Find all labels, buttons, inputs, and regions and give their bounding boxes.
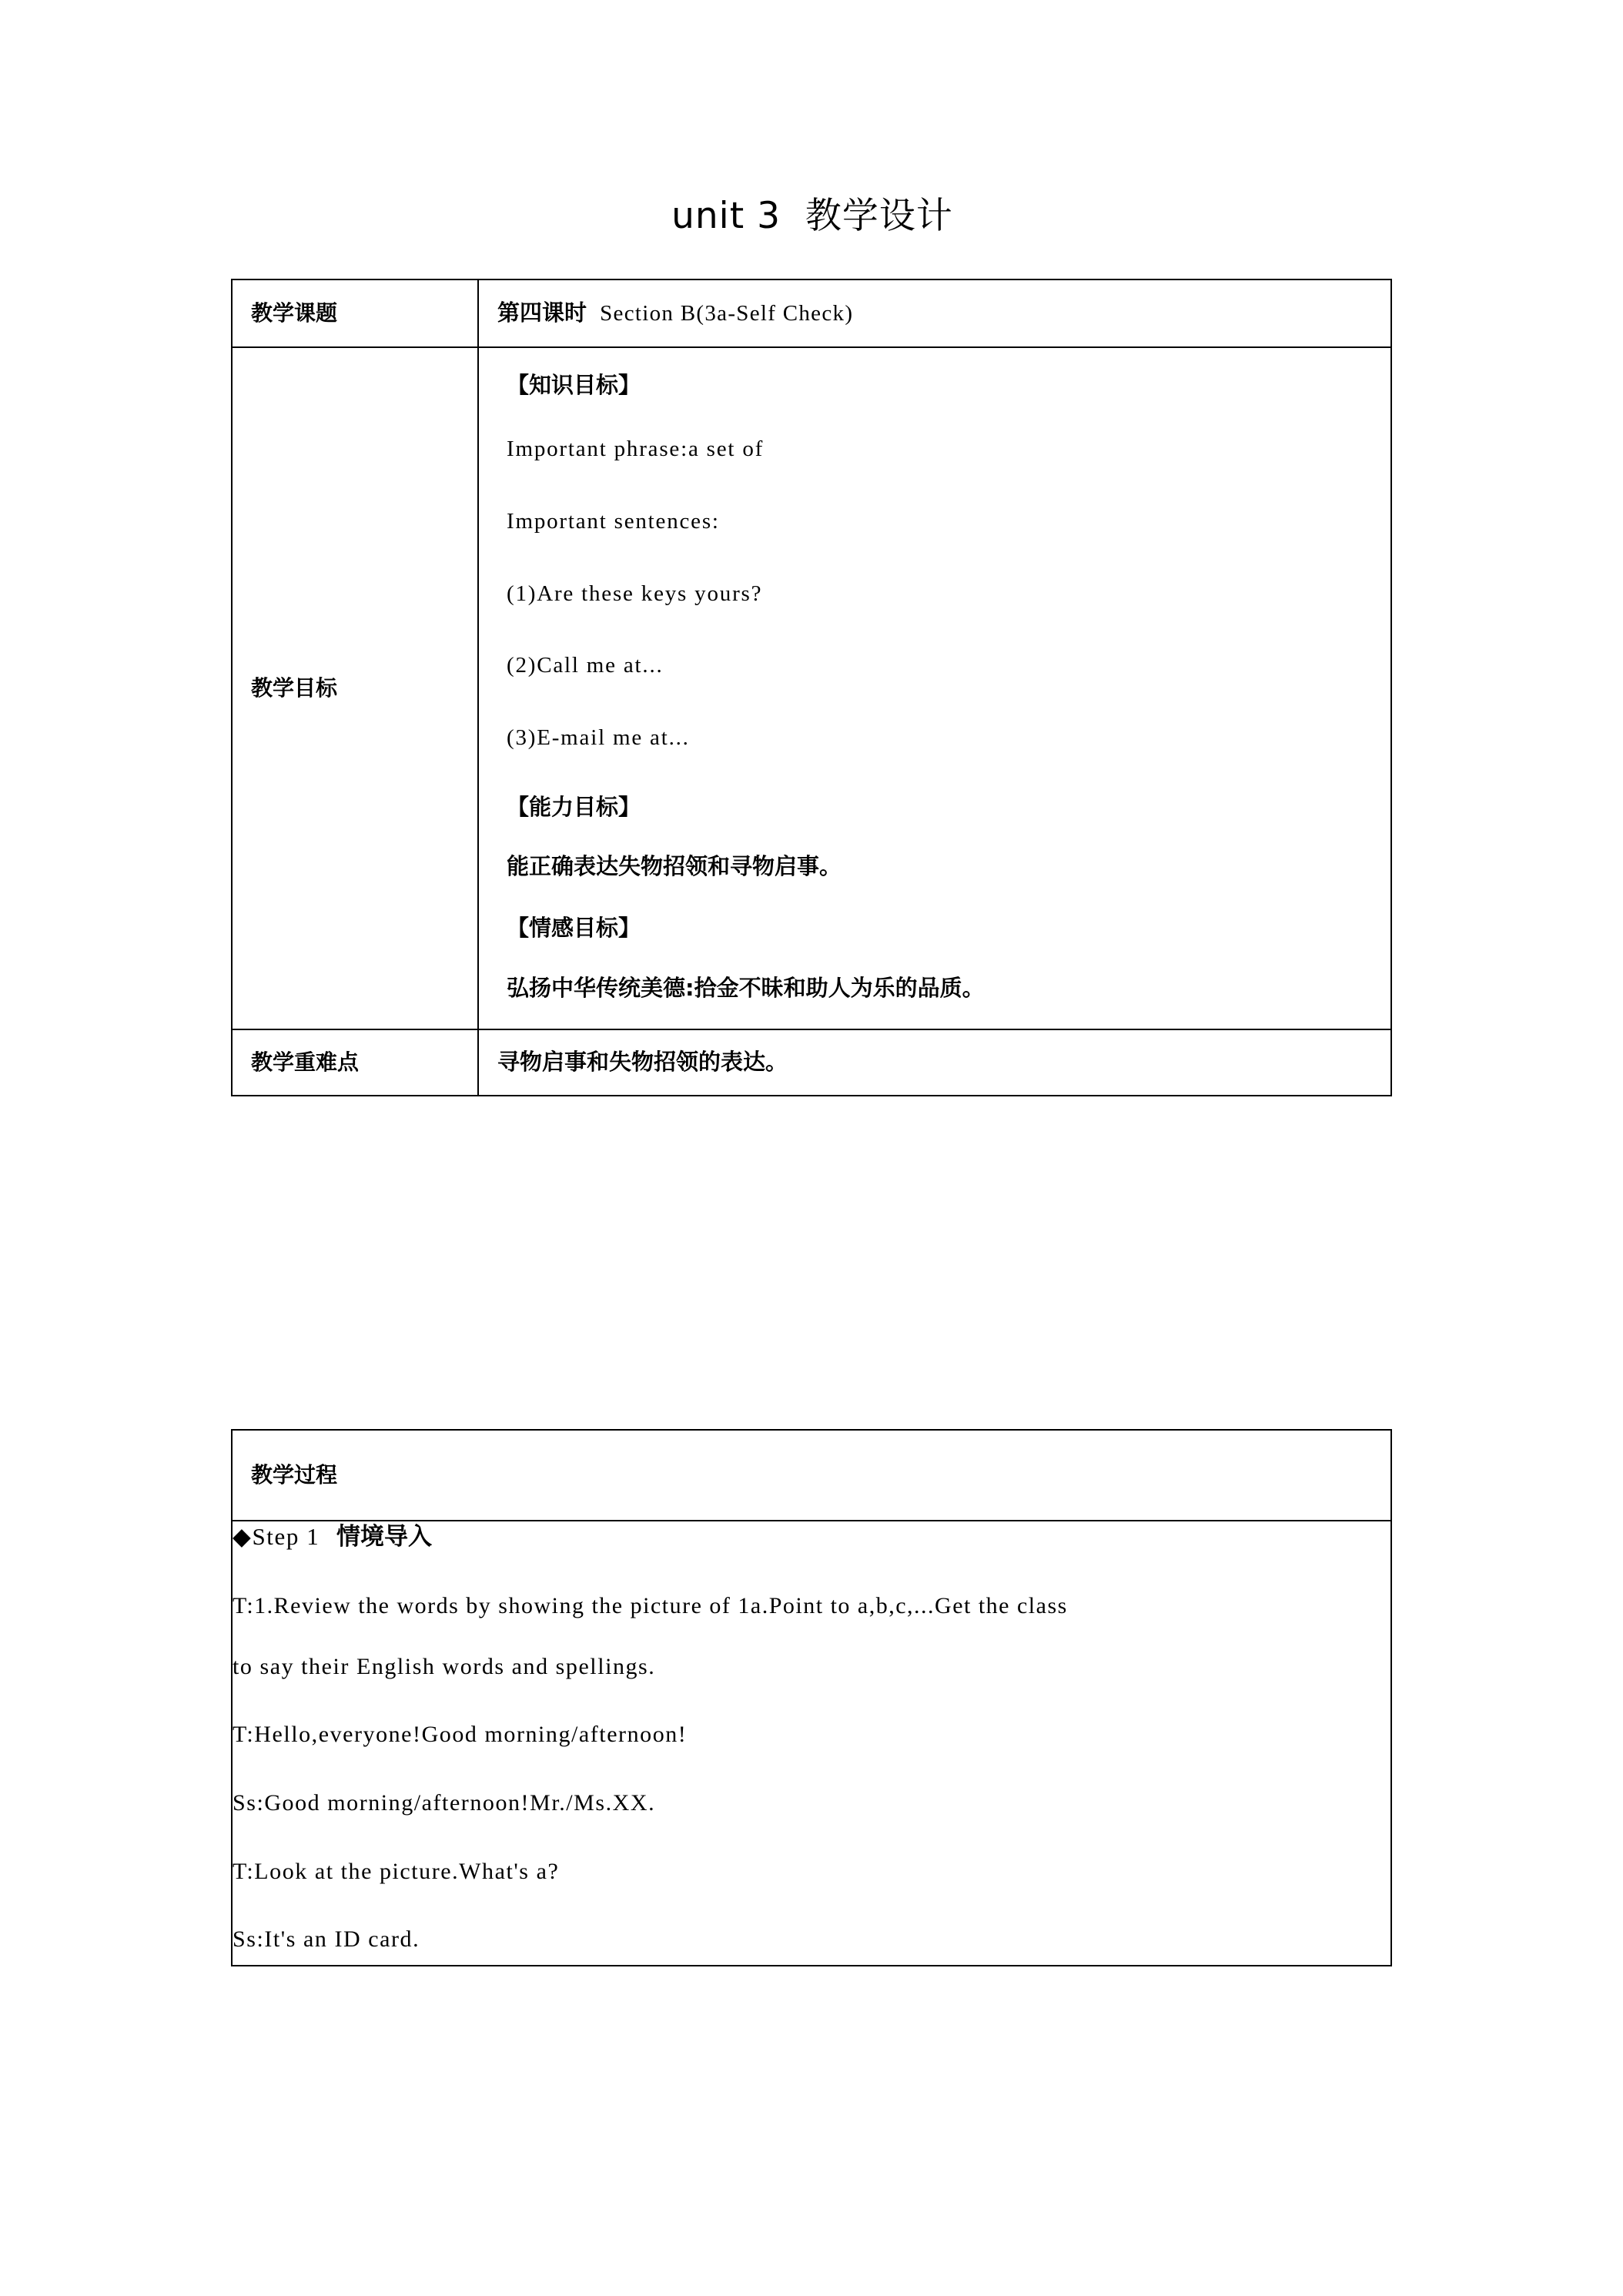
process-line-5: T:Look at the picture.What's a? <box>233 1858 560 1884</box>
heading-ability-objective: 【能力目标】 <box>507 793 641 820</box>
row-label-cell-keypoints <box>232 1029 478 1095</box>
process-line-1: T:1.Review the words by showing the picture of 1a.Point to a,b,c,...Get the class <box>233 1593 1068 1619</box>
topic-period-label: 第四课时 <box>497 300 587 326</box>
knowledge-line-sentences-heading: Important sentences: <box>507 508 720 534</box>
row-label-cell-objectives <box>232 347 478 1030</box>
label-teaching-process: 教学过程 <box>251 1461 338 1488</box>
key-difficult-points-text: 寻物启事和失物招领的表达。 <box>497 1049 788 1076</box>
row-value-cell-topic <box>478 279 1391 347</box>
process-line-4: Ss:Good morning/afternoon!Mr./Ms.XX. <box>233 1790 656 1816</box>
topic-value <box>479 280 1390 346</box>
process-line-3: T:Hello,everyone!Good morning/afternoon! <box>233 1722 688 1748</box>
knowledge-line-sentence-2: (2)Call me at... <box>507 653 664 678</box>
step-1-heading <box>233 1521 1390 1552</box>
table-row <box>232 1029 1391 1095</box>
heading-emotion-objective: 【情感目标】 <box>507 915 641 942</box>
table-row <box>232 1521 1391 1966</box>
step-1-label: ◆Step 1 <box>233 1523 320 1550</box>
label-key-difficult-points: 教学重难点 <box>251 1049 360 1075</box>
row-value-cell-objectives <box>478 347 1391 1030</box>
row-label-cell-topic <box>232 279 478 347</box>
ability-objective-text: 能正确表达失物招领和寻物启事。 <box>507 853 842 880</box>
step-1-title: 情境导入 <box>320 1523 432 1551</box>
page-title: unit 3 教学设计 <box>671 195 953 237</box>
knowledge-line-sentence-1: (1)Are these keys yours? <box>507 581 763 606</box>
process-header-cell <box>232 1430 1391 1521</box>
topic-section-label: Section B(3a-Self Check) <box>587 301 854 326</box>
heading-knowledge-objective: 【知识目标】 <box>507 371 641 398</box>
objectives-content <box>479 348 1390 1029</box>
table-row <box>232 1430 1391 1521</box>
label-teaching-topic: 教学课题 <box>251 300 338 326</box>
knowledge-line-phrase: Important phrase:a set of <box>507 437 765 462</box>
table-row <box>232 279 1391 347</box>
process-body-cell <box>232 1521 1391 1966</box>
emotion-objective-text: 弘扬中华传统美德:拾金不昧和助人为乐的品质。 <box>507 974 985 1001</box>
label-teaching-objectives: 教学目标 <box>251 674 338 701</box>
process-line-2: to say their English words and spellings. <box>233 1653 656 1679</box>
lesson-info-table <box>231 279 1392 1096</box>
knowledge-line-sentence-3: (3)E-mail me at... <box>507 725 690 751</box>
process-line-6: Ss:It's an ID card. <box>233 1926 420 1953</box>
row-value-cell-keypoints <box>478 1029 1391 1095</box>
teaching-process-table <box>231 1429 1392 1966</box>
table-row <box>232 347 1391 1030</box>
